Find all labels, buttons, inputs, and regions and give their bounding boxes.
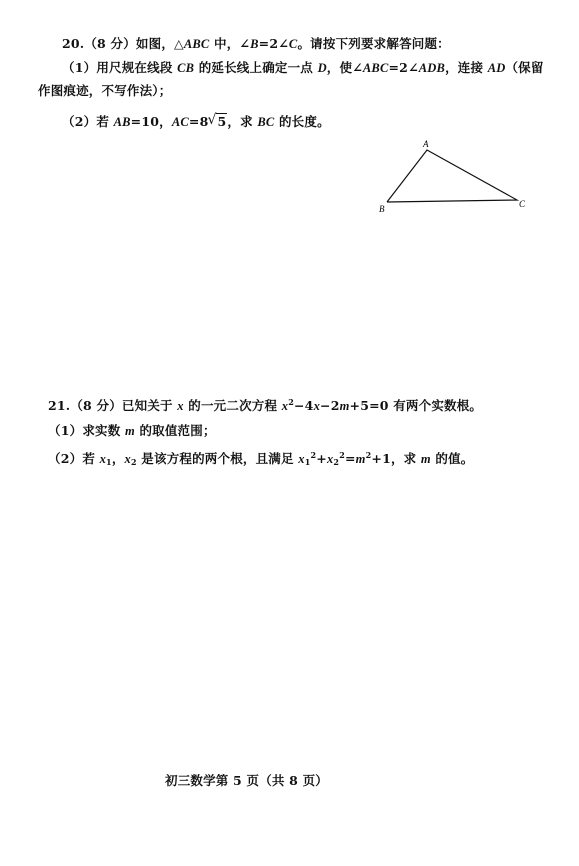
subscript: 2 bbox=[130, 457, 137, 467]
equation-text: −2 bbox=[320, 398, 340, 413]
q21-part2 bbox=[48, 451, 474, 467]
q21-score: （8 分） bbox=[70, 398, 122, 413]
vertex-label-b: B bbox=[379, 204, 385, 214]
q20-part1-text: 的延长线上确定一点 bbox=[194, 60, 318, 75]
subscript: 1 bbox=[304, 457, 311, 467]
exponent: 2 bbox=[339, 450, 345, 460]
q21-title bbox=[48, 398, 482, 414]
q20-part2-text: =8 bbox=[188, 114, 209, 129]
angle-b: B bbox=[250, 37, 259, 51]
q20-intro-text: 如图， bbox=[135, 36, 175, 51]
segment-ab: AB bbox=[113, 115, 131, 129]
q21-part1-label: （1） bbox=[48, 423, 83, 438]
q21-part1-text: 求实数 bbox=[82, 423, 125, 438]
cond-m: m bbox=[355, 452, 366, 466]
root-x1: x bbox=[99, 452, 107, 466]
q21-part1 bbox=[48, 423, 216, 439]
q21-text: 已知关于 bbox=[121, 398, 178, 413]
equation-exponent: 2 bbox=[288, 397, 294, 407]
q20-part1-text: ，连接 bbox=[445, 60, 488, 75]
cond-x2: x bbox=[326, 452, 334, 466]
q20-part2 bbox=[62, 114, 330, 130]
q20-number: 20. bbox=[62, 36, 85, 51]
q21-part2-label: （2） bbox=[48, 451, 83, 466]
segment-cb: CB bbox=[177, 61, 195, 75]
equation-x: x bbox=[313, 399, 321, 413]
segment-ad: AD bbox=[487, 61, 506, 75]
variable-x: x bbox=[177, 399, 184, 413]
equation-x: x bbox=[281, 399, 289, 413]
q20-score: （8 分） bbox=[84, 36, 136, 51]
subscript: 1 bbox=[106, 457, 112, 467]
triangle-name: ABC bbox=[183, 37, 210, 51]
q21-part2-text: +1，求 bbox=[371, 451, 421, 466]
q20-part1-text: 用尺规在线段 bbox=[96, 60, 178, 75]
operator: + bbox=[316, 451, 327, 466]
vertex-label-c: C bbox=[519, 199, 526, 209]
q21-text: 的一元二次方程 bbox=[183, 398, 282, 413]
q21-number: 21. bbox=[48, 398, 71, 413]
q21-part2-text: 若 bbox=[82, 451, 100, 466]
root-x2: x bbox=[124, 452, 131, 466]
q20-title bbox=[62, 36, 450, 52]
segment-bc: BC bbox=[257, 115, 275, 129]
q20-part1-text: ，使∠ bbox=[326, 60, 363, 75]
q20-part1-line1 bbox=[62, 60, 544, 76]
q20-part2-text: 若 bbox=[96, 114, 114, 129]
sqrt-value: 5 bbox=[217, 114, 227, 129]
subscript: 2 bbox=[333, 457, 340, 467]
q20-part2-label: （2） bbox=[62, 114, 97, 129]
angle-c: C bbox=[288, 37, 298, 51]
point-d: D bbox=[317, 61, 327, 75]
q21-part2-text: 是该方程的两个根，且满足 bbox=[136, 451, 299, 466]
cond-x1: x bbox=[298, 452, 305, 466]
q21-part2-text: ， bbox=[111, 451, 125, 466]
q20-part1-line2: 作图痕迹，不写作法）； bbox=[38, 83, 172, 98]
q21-part2-text: 的值。 bbox=[430, 451, 474, 466]
q20-intro-text: 中，∠ bbox=[209, 36, 251, 51]
triangle-figure bbox=[375, 140, 535, 215]
equation-m: m bbox=[339, 399, 350, 413]
operator: = bbox=[344, 451, 356, 466]
exponent: 2 bbox=[310, 450, 317, 460]
variable-m: m bbox=[124, 424, 135, 438]
angle-abc: ABC bbox=[362, 61, 389, 75]
triangle-outline bbox=[387, 150, 517, 202]
triangle-symbol: △ bbox=[174, 36, 184, 51]
sqrt-symbol bbox=[208, 114, 227, 130]
angle-adb: ADB bbox=[418, 61, 446, 75]
q20-part1-text: （保留 bbox=[505, 60, 544, 75]
exponent: 2 bbox=[365, 450, 372, 460]
q20-intro-text: 。请按下列要求解答问题： bbox=[297, 36, 450, 51]
q20-part1-label: （1） bbox=[62, 60, 97, 75]
q20-part2-text: 的长度。 bbox=[274, 114, 330, 129]
variable-m: m bbox=[420, 452, 431, 466]
segment-ac: AC bbox=[171, 115, 189, 129]
q20-part1-text: =2∠ bbox=[388, 60, 419, 75]
page-footer: 初三数学第 5 页（共 8 页） bbox=[165, 773, 329, 788]
q20-intro-text: =2∠ bbox=[258, 36, 289, 51]
equation-text: +5=0 有两个实数根。 bbox=[349, 398, 483, 413]
vertex-label-a: A bbox=[423, 140, 429, 149]
equation-text: −4 bbox=[293, 398, 314, 413]
q21-part1-text: 的取值范围； bbox=[134, 423, 216, 438]
q20-part2-text: =10， bbox=[130, 114, 172, 129]
q20-part2-text: ，求 bbox=[227, 114, 258, 129]
